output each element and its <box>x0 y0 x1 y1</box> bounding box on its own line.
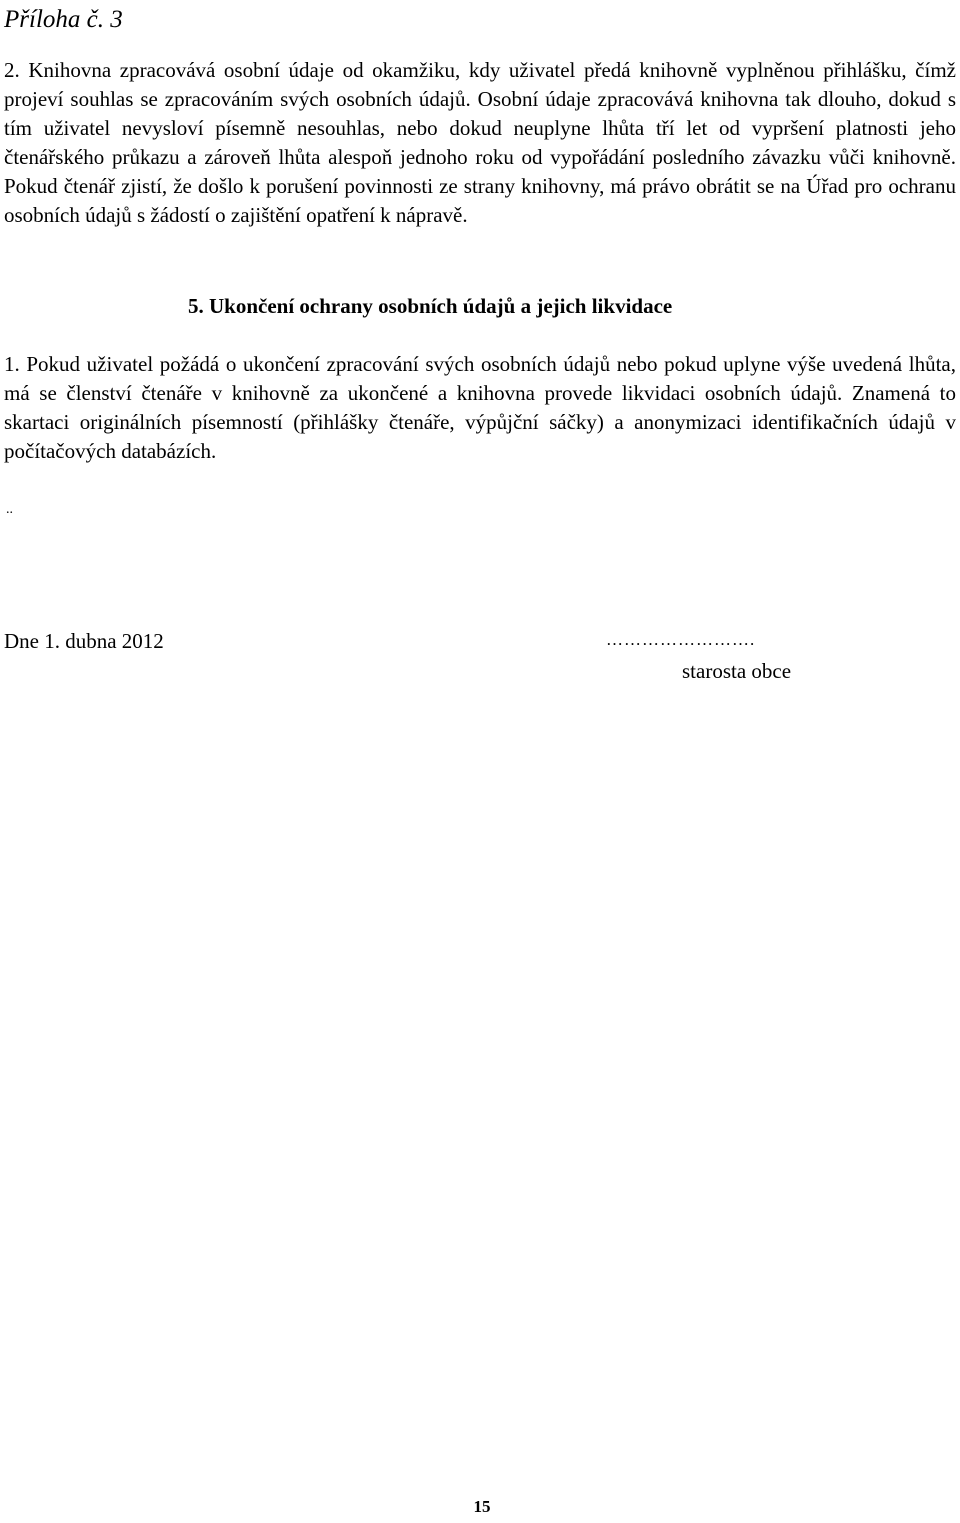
paragraph-data-disposal: 1. Pokud uživatel požádá o ukončení zpracování svých osobních údajů nebo pokud uplyne výše uvedená lhůta, má se členství čtenáře v knihovně za ukončené a knihovna provede likvidaci osobních údajů. Znamená to skartaci originálních písemností (přihlášky čtenáře, výpůjční sáčky) a anonymizaci identifikačních údajů v počítačových databázích. <box>4 352 956 463</box>
date-line: Dne 1. dubna 2012 <box>4 629 164 653</box>
page-number: 15 <box>473 1497 491 1516</box>
signature-block <box>606 626 886 683</box>
attachment-title: Příloha č. 3 <box>4 6 123 33</box>
section-heading: 5. Ukončení ochrany osobních údajů a jejich likvidace <box>188 294 673 318</box>
paragraph-data-processing: 2. Knihovna zpracovává osobní údaje od okamžiku, kdy uživatel předá knihovně vyplněnou přihlášku, čímž projeví souhlas se zpracováním svých osobních údajů. Osobní údaje zpracovává knihovna tak dlouho, dokud s tím uživatel nevysloví písemně nesouhlas, nebo dokud neuplyne lhůta tří let od vypršení platnosti jeho čtenářského průkazu a zároveň lhůta alespoň jednoho roku od vypořádání posledního závazku vůči knihovně. Pokud čtenář zjistí, že došlo k porušení povinnosti ze strany knihovny, má právo obrátit se na Úřad pro ochranu osobních údajů s žádostí o zajištění opatření k nápravě. <box>4 58 956 227</box>
stray-mark: .. <box>6 502 13 517</box>
signature-line: ……………………. <box>606 630 756 649</box>
signature-role: starosta obce <box>682 659 792 683</box>
